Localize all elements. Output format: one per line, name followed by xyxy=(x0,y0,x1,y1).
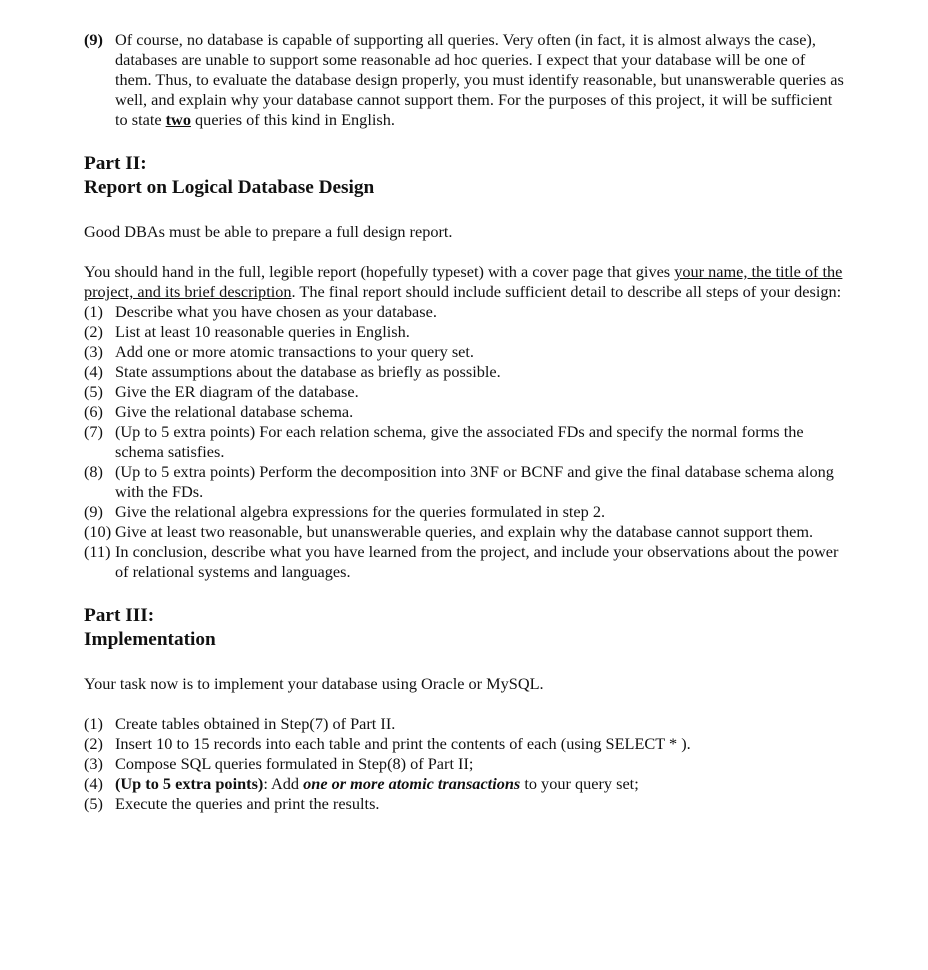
part3-label: Part III: xyxy=(84,605,155,626)
part3-step-2 xyxy=(84,734,844,754)
item-text: Insert 10 to 15 records into each table and print the contents of each (using SELECT * ). xyxy=(115,734,691,753)
part2-intro: Good DBAs must be able to prepare a full design report. xyxy=(84,222,453,241)
part2-step-10 xyxy=(84,522,844,542)
item-number: (10) xyxy=(84,522,112,541)
part2-report-paragraph xyxy=(84,262,844,302)
part3-title: Implementation xyxy=(84,629,216,650)
item-text: Execute the queries and print the results. xyxy=(115,794,380,813)
part1-item-9 xyxy=(84,30,844,130)
item-text: Add one or more atomic transactions to your query set. xyxy=(115,342,474,361)
item-number: (2) xyxy=(84,734,103,753)
item-text: Describe what you have chosen as your database. xyxy=(115,302,437,321)
item-number: (11) xyxy=(84,542,111,561)
item-number: (2) xyxy=(84,322,103,341)
item-number: (4) xyxy=(84,362,103,381)
item-text: Give the relational algebra expressions for the queries formulated in step 2. xyxy=(115,502,606,521)
item-number: (5) xyxy=(84,794,103,813)
part2-label: Part II: xyxy=(84,153,147,174)
item-number: (3) xyxy=(84,342,103,361)
part2-step-8 xyxy=(84,462,844,502)
item-text-part: Of course, no database is capable of supporting all queries. Very often (in fact, it is almost always the case), databases are unable to support some reasonable ad hoc queries. I expect that your database will be one of them. Thus, to evaluate the database design properly, you must identify reasonable, but unanswerable queries as well, and explain why your database cannot support them. For the purposes of this project, it will be sufficient to state xyxy=(115,30,844,129)
part3-steps-simple xyxy=(84,714,844,774)
item-number: (9) xyxy=(84,30,103,49)
item-number: (9) xyxy=(84,502,103,521)
part2-step-4 xyxy=(84,362,844,382)
part2-step-2 xyxy=(84,322,844,342)
item-text: Create tables obtained in Step(7) of Part II. xyxy=(115,714,396,733)
item-text-part: queries of this kind in English. xyxy=(190,110,395,129)
item-number: (5) xyxy=(84,382,103,401)
item-text: State assumptions about the database as briefly as possible. xyxy=(115,362,501,381)
item-text: Compose SQL queries formulated in Step(8) of Part II; xyxy=(115,754,474,773)
part3-step-5 xyxy=(84,794,844,814)
item-text: In conclusion, describe what you have learned from the project, and include your observations about the power of relational systems and languages. xyxy=(115,542,839,581)
underlined-requirements: your name, the title of the project, and its brief description xyxy=(84,262,843,301)
atomic-transactions-emphasis: one or more atomic transactions xyxy=(303,774,521,793)
item-text: List at least 10 reasonable queries in English. xyxy=(115,322,410,341)
part3-step-3 xyxy=(84,754,844,774)
part3-step-1 xyxy=(84,714,844,734)
part3-steps-list xyxy=(84,714,844,814)
part2-step-1 xyxy=(84,302,844,322)
item-text xyxy=(115,30,844,130)
item-text: Give the ER diagram of the database. xyxy=(115,382,359,401)
paragraph-text: You should hand in the full, legible report (hopefully typeset) with a cover page that gives xyxy=(84,262,675,281)
part2-title: Report on Logical Database Design xyxy=(84,177,375,198)
item-text: (Up to 5 extra points) Perform the decomposition into 3NF or BCNF and give the final database schema along with the FDs. xyxy=(115,462,834,501)
item-text: Give at least two reasonable, but unanswerable queries, and explain why the database cannot support them. xyxy=(115,522,814,541)
item-text: (Up to 5 extra points) For each relation schema, give the associated FDs and specify the normal forms the schema satisfies. xyxy=(115,422,804,461)
part3-step-4 xyxy=(84,774,844,794)
emphasis-two: two xyxy=(165,110,191,129)
part2-step-9 xyxy=(84,502,844,522)
item-text: Give the relational database schema. xyxy=(115,402,354,421)
item-text xyxy=(115,774,844,794)
item-number: (7) xyxy=(84,422,103,441)
part2-step-7 xyxy=(84,422,844,462)
paragraph-text: . The final report should include sufficient detail to describe all steps of your design: xyxy=(291,282,842,301)
item-text-part: to your query set; xyxy=(520,774,639,793)
item-number: (4) xyxy=(84,774,103,793)
item-number: (1) xyxy=(84,302,103,321)
part2-step-5 xyxy=(84,382,844,402)
part2-step-6 xyxy=(84,402,844,422)
item-number: (8) xyxy=(84,462,103,481)
item-number: (6) xyxy=(84,402,103,421)
extra-points-label: (Up to 5 extra points) xyxy=(115,774,264,793)
part2-step-3 xyxy=(84,342,844,362)
part2-step-11 xyxy=(84,542,844,582)
item-number: (1) xyxy=(84,714,103,733)
item-number: (3) xyxy=(84,754,103,773)
item-text-part: : Add xyxy=(263,774,304,793)
part3-intro: Your task now is to implement your database using Oracle or MySQL. xyxy=(84,674,544,693)
part2-steps-list xyxy=(84,302,844,582)
document-page xyxy=(84,30,844,814)
